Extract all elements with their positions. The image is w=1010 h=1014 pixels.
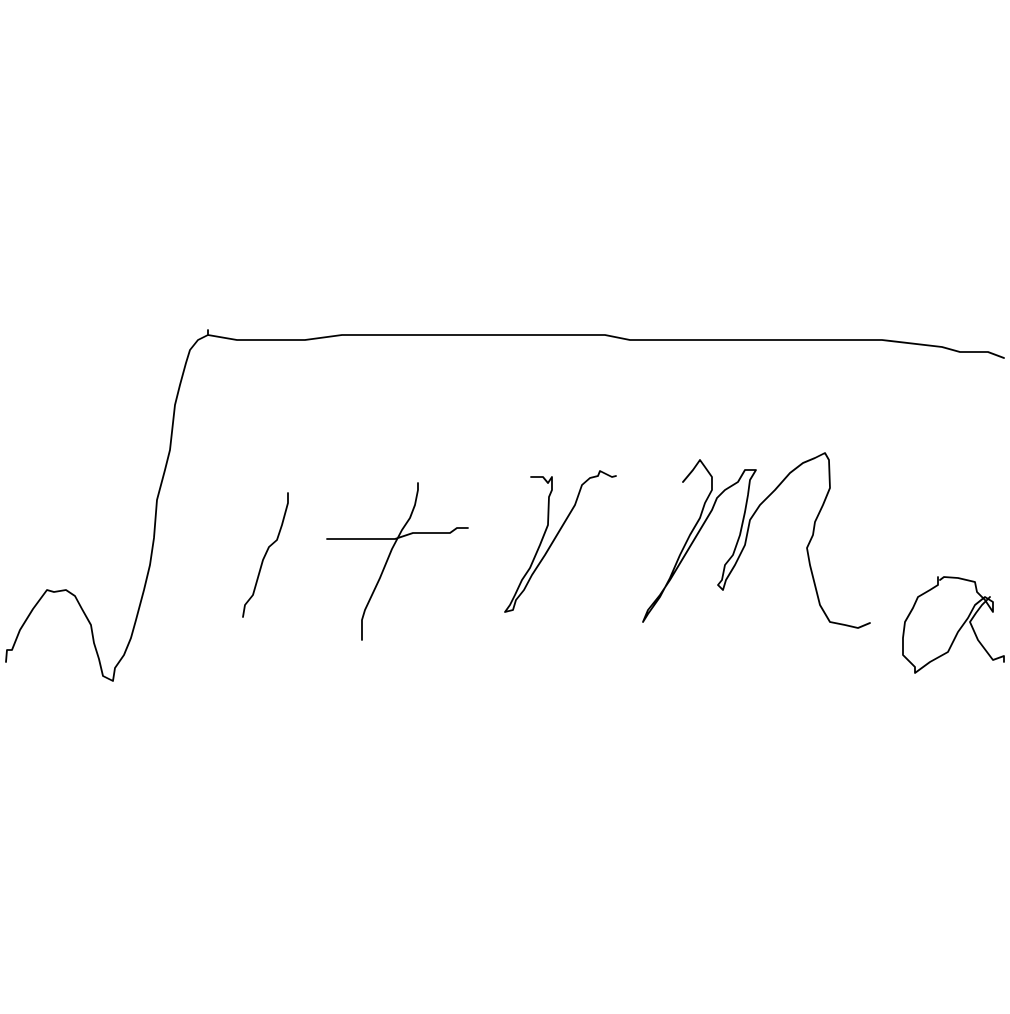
sqrt-stroke <box>6 330 1004 681</box>
letter-r-stroke <box>505 471 616 612</box>
letter-a-stroke <box>903 577 1004 673</box>
plus-horizontal-stroke <box>327 528 468 539</box>
digit-one-stroke <box>243 493 288 617</box>
letter-m-stroke <box>643 453 870 628</box>
plus-vertical-stroke <box>362 483 418 640</box>
